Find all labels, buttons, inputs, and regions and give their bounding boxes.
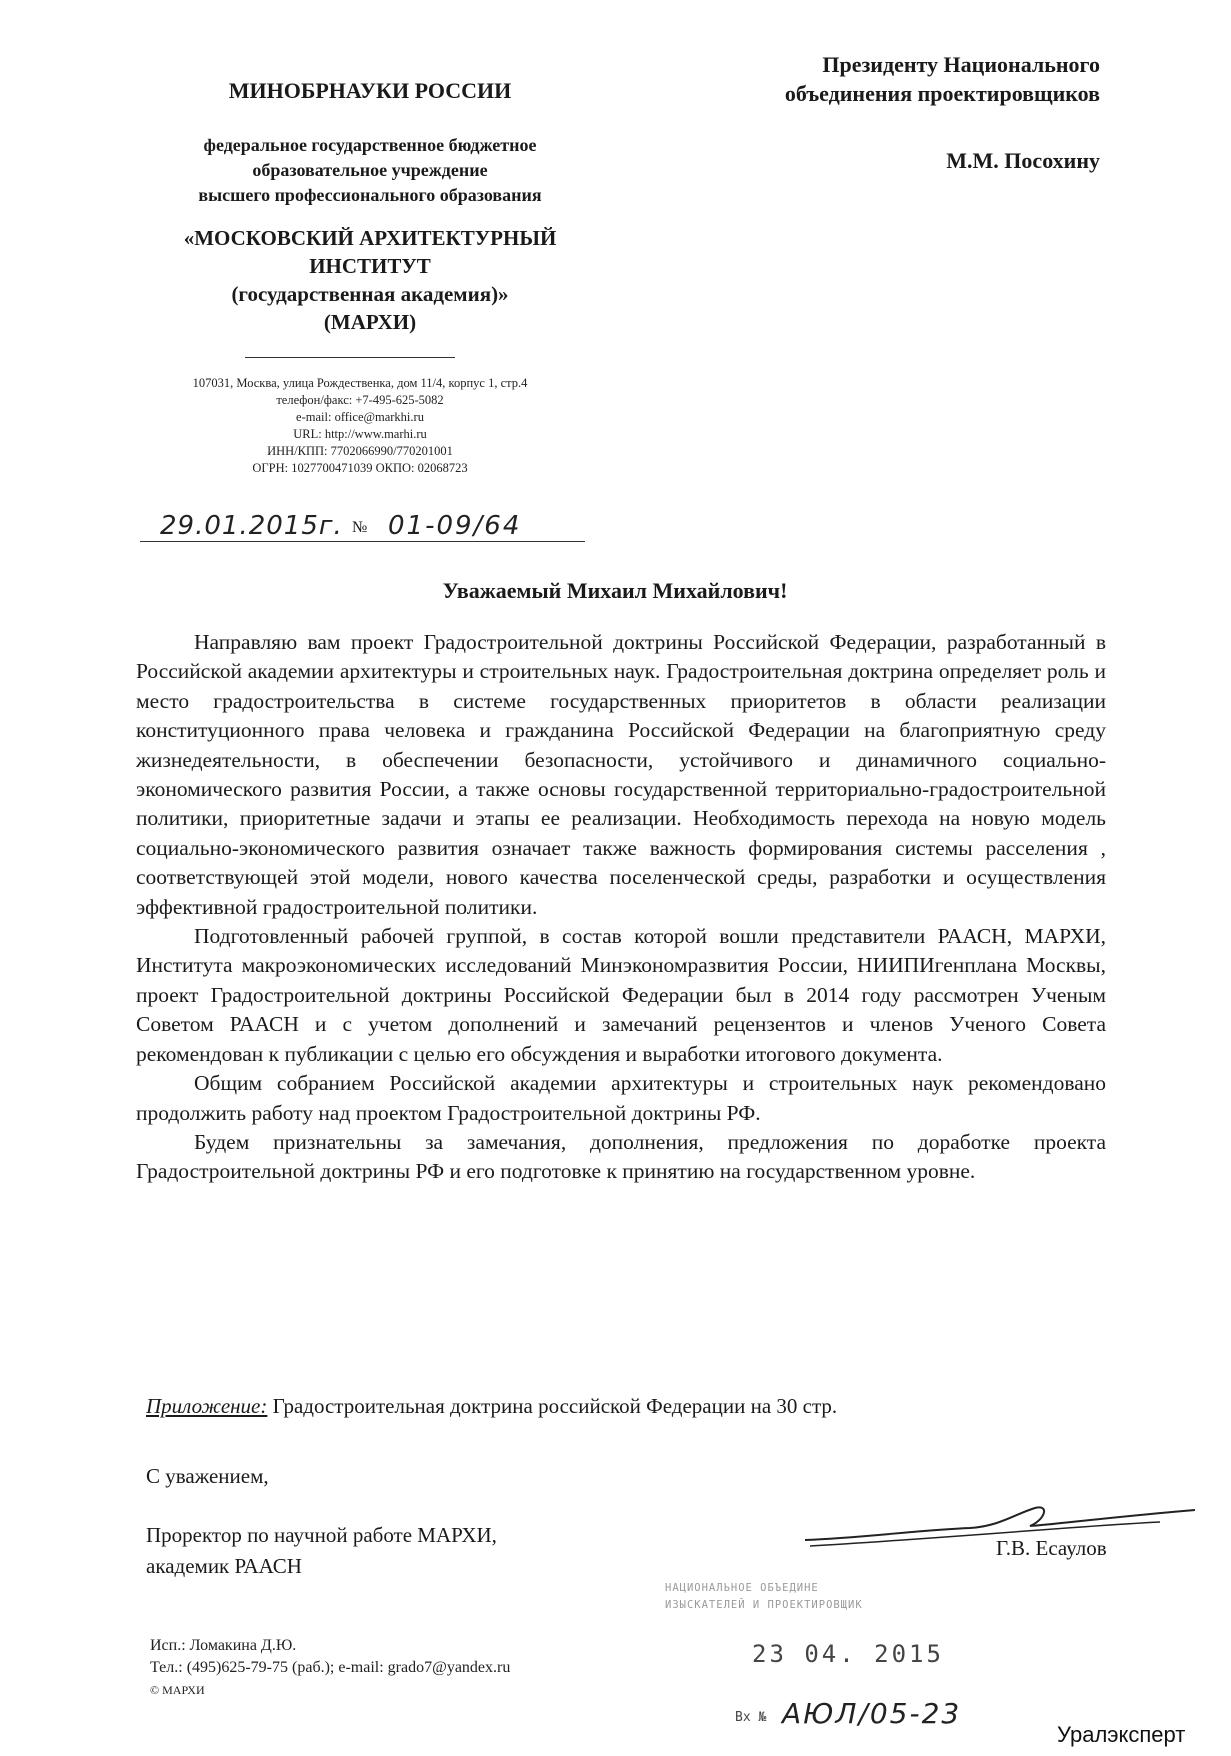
contact-inn: ИНН/КПП: 7702066990/770201001 (267, 444, 453, 458)
org-line: высшего профессионального образования (198, 185, 542, 205)
contact-url: URL: http://www.marhi.ru (293, 427, 427, 441)
registration-date: 29.01.2015г. (160, 511, 343, 541)
contact-phone: телефон/факс: +7-495-625-5082 (276, 393, 444, 407)
stamp-date: 23 04. 2015 (752, 1640, 944, 1668)
header-divider (245, 357, 455, 358)
outgoing-registration (140, 511, 585, 542)
institute-line: ИНСТИТУТ (309, 254, 431, 278)
attachment-label: Приложение: (146, 1394, 268, 1418)
attachment-note (146, 1394, 1106, 1419)
body-paragraph: Будем признательны за замечания, дополнения, предложения по доработке проекта Градостроительной доктрины РФ и его подготовке к принятию на государственном уровне. (136, 1129, 1106, 1184)
org-line: федеральное государственное бюджетное (203, 135, 537, 155)
signer-line: академик РААСН (146, 1554, 302, 1578)
executor-name: Исп.: Ломакина Д.Ю. (150, 1637, 297, 1654)
org-line: образовательное учреждение (252, 160, 488, 180)
copyright: © МАРХИ (150, 1683, 205, 1697)
body-paragraph: Подготовленный рабочей группой, в состав которой вошли представители РААСН, МАРХИ, Института макроэкономических исследований Минэкономразвития России, НИИПИгенплана Москвы, проект Градостроительной доктрины Российской Федерации был в 2014 году рассмотрен Ученым Советом РААСН и с учетом дополнений и замечаний рецензентов и членов Ученого Совета рекомендован к публикации с целью его обсуждения и выработки итогового документа. (136, 924, 1106, 1066)
recipient-name: М.М. Посохину (946, 148, 1100, 173)
recipient-title (700, 50, 1100, 108)
institute-line: (государственная академия)» (231, 282, 509, 306)
stamp-org-line: НАЦИОНАЛЬНОЕ ОБЪЕДИНЕ (665, 1582, 819, 1594)
institute-name (150, 224, 590, 336)
registration-number: 01-09/64 (388, 511, 522, 541)
institute-line: (МАРХИ) (323, 310, 417, 334)
signer-name: Г.В. Есаулов (996, 1536, 1107, 1560)
institute-line: «МОСКОВСКИЙ АРХИТЕКТУРНЫЙ (183, 226, 557, 250)
closing: С уважением, (146, 1464, 269, 1488)
recipient-line: объединения проектировщиков (784, 81, 1100, 106)
executor-info (150, 1635, 510, 1701)
stamp-org-line: ИЗЫСКАТЕЛЕЙ И ПРОЕКТИРОВЩИК (665, 1599, 863, 1611)
contact-email: e-mail: office@markhi.ru (296, 410, 424, 424)
stamp-organization (665, 1580, 945, 1614)
contact-address: 107031, Москва, улица Рождественка, дом 11/4, корпус 1, стр.4 (192, 376, 528, 390)
greeting: Уважаемый Михаил Михайлович! (442, 578, 788, 603)
registration-number-label: № (352, 519, 368, 536)
contact-details (140, 375, 580, 477)
stamp-number-label: Вх № (735, 1710, 767, 1725)
executor-contact: Тел.: (495)625-79-75 (раб.); e-mail: grado7@yandex.ru (150, 1659, 511, 1676)
body-paragraph: Общим собранием Российской академии архитектуры и строительных наук рекомендовано продолжить работу над проектом Градостроительной доктрины РФ. (136, 1071, 1106, 1125)
stamp-number: АЮЛ/05-23 (782, 1697, 962, 1730)
recipient-line: Президенту Национального (822, 52, 1100, 77)
attachment-text: Градостроительная доктрина российской Федерации на 30 стр. (272, 1394, 838, 1418)
body-paragraph: Направляю вам проект Градостроительной доктрины Российской Федерации, разработанный в Российской академии архитектуры и строительных наук. Градостроительная доктрина определяет роль и место градостроительства в системе государственных приоритетов в области реализации конституционного права человека и гражданина Российской Федерации на благоприятную среду жизнедеятельности, в обеспечении безопасности, устойчивого и динамичного социально-экономического развития России, а также основы государственной территориально-градостроительной политики, приоритетные задачи и этапы ее реализации. Необходимость перехода на новую модель социально-экономического развития означает также важность формирования системы расселения , соответствующей этой модели, нового качества поселенческой среды, разработки и осуществления эффективной градостроительной политики. (136, 630, 1106, 919)
organization-type (140, 133, 600, 208)
ministry-name: МИНОБРНАУКИ РОССИИ (228, 78, 512, 103)
watermark: Уралэксперт (1057, 1722, 1186, 1747)
contact-ogrn: ОГРН: 1027700471039 ОКПО: 02068723 (252, 461, 468, 475)
letter-body (136, 628, 1106, 1187)
signer-position (146, 1520, 497, 1582)
signer-line: Проректор по научной работе МАРХИ, (146, 1523, 497, 1547)
